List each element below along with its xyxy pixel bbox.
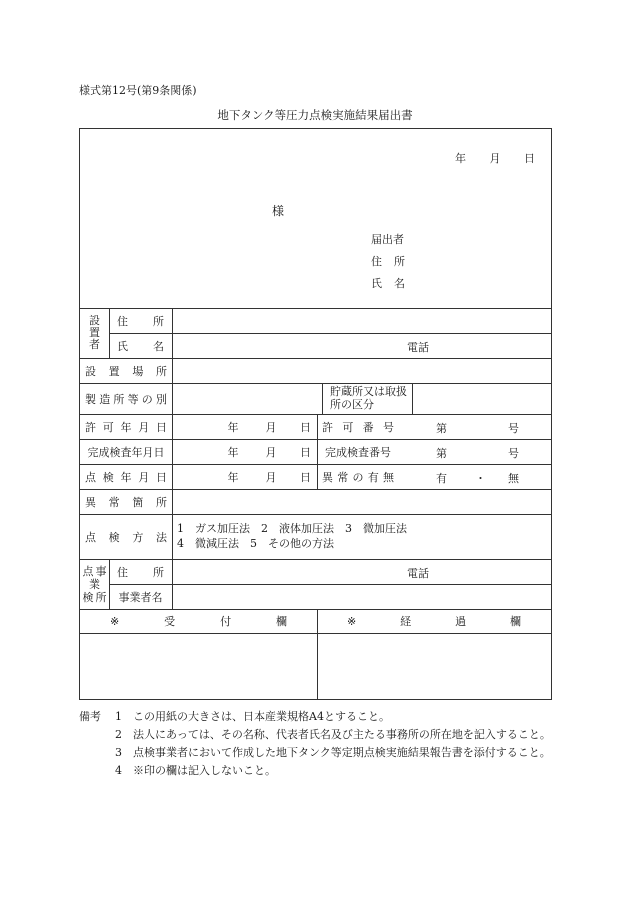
inspection-date-label: 点 検 年 月 日: [85, 470, 167, 484]
inspection-method-label: 点 検 方 法: [85, 530, 167, 544]
submitter-address-label: 住 所: [371, 255, 405, 268]
abnormality-yes: 有: [436, 472, 447, 485]
date-line: 年 月 日: [455, 152, 535, 165]
permit-number-prefix: 第: [436, 422, 447, 435]
installer-address-label: 住 所: [117, 314, 164, 328]
form-id: 様式第12号(第9条関係): [79, 84, 197, 97]
reception-column-label: ※ 受 付 欄: [110, 614, 287, 628]
abnormality-separator: ・: [475, 472, 486, 485]
completion-date-label: 完成検査年月日: [87, 445, 165, 459]
inspector-name-label: 事業者名: [118, 590, 163, 604]
location-label: 設 置 場 所: [85, 364, 167, 378]
rule: [80, 633, 551, 634]
installer-phone-label: 電話: [407, 341, 429, 354]
storage-type-label: 貯蔵所又は取扱所の区分: [330, 385, 407, 411]
note-item: 2 法人にあっては、その名称、代表者氏名及び主たる事務所の所在地を記入すること。: [115, 728, 551, 741]
permit-number-label: 許 可 番 号: [322, 420, 394, 434]
form-title: 地下タンク等圧力点検実施結果届出書: [217, 108, 413, 122]
note-item: 3 点検事業者において作成した地下タンク等定期点検実施結果報告書を添付すること。: [115, 746, 551, 759]
completion-number-label: 完成検査番号: [325, 445, 391, 459]
method-options-line-2: 4 微減圧法 5 その他の方法: [177, 537, 334, 550]
note-item: 備考 1 この用紙の大きさは、日本産業規格A4とすること。: [79, 710, 390, 723]
completion-number-prefix: 第: [436, 447, 447, 460]
installer-group-label: 設 置 者: [89, 314, 100, 351]
abnormal-location-label: 異 常 箇 所: [85, 495, 167, 509]
inspection-business-group-label: 点 事 業 検 所: [82, 564, 107, 604]
installer-name-label: 氏 名: [117, 339, 164, 353]
facility-type-label: 製 造 所 等 の 別: [85, 392, 167, 406]
permit-date-units: 年 月 日: [227, 420, 311, 434]
rule: [322, 383, 323, 414]
notes: [79, 708, 554, 780]
submitter-name-label: 氏 名: [371, 277, 405, 290]
abnormality-no: 無: [508, 472, 519, 485]
rule: [109, 333, 551, 334]
note-item: 4 ※印の欄は記入しないこと。: [115, 764, 276, 777]
inspection-method-options: [177, 521, 407, 551]
inspector-address-label: 住 所: [117, 565, 164, 579]
inspector-phone-label: 電話: [407, 567, 429, 580]
method-options-line-1: 1 ガス加圧法 2 液体加圧法 3 微加圧法: [177, 522, 407, 535]
submitter-label: 届出者: [371, 233, 404, 246]
form-table: [79, 128, 552, 700]
progress-column-label: ※ 経 過 欄: [347, 614, 521, 628]
rule: [109, 584, 551, 585]
completion-date-units: 年 月 日: [227, 445, 311, 459]
abnormality-label: 異 常 の 有 無: [322, 470, 394, 484]
permit-number-suffix: 号: [508, 422, 519, 435]
addressee-suffix: 様: [272, 204, 285, 218]
permit-date-label: 許 可 年 月 日: [85, 420, 167, 434]
completion-number-suffix: 号: [508, 447, 519, 460]
inspection-date-units: 年 月 日: [227, 470, 311, 484]
rule: [412, 383, 413, 414]
